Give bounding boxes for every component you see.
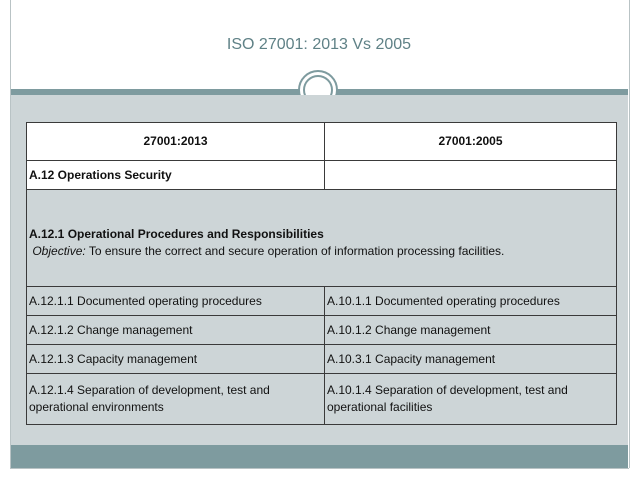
table-row [27,345,617,374]
footer-band [11,445,628,468]
table-row [27,316,617,345]
subsection-title: A.12.1 Operational Procedures and Responsibilities [29,227,324,241]
header-2005: 27001:2005 [325,123,617,161]
subsection-cell [27,190,617,287]
table-header-row [27,123,617,161]
cell-2013: A.12.1.3 Capacity management [27,345,325,374]
table-row [27,287,617,316]
table-row [27,161,617,190]
section-empty-cell [325,161,617,190]
objective-label: Objective: [32,244,86,258]
cell-2013: A.12.1.2 Change management [27,316,325,345]
slide-title: ISO 27001: 2013 Vs 2005 [226,36,412,53]
cell-2013: A.12.1.4 Separation of development, test and operational environments [27,374,325,425]
objective-line [29,243,614,260]
cell-2005: A.10.1.1 Documented operating procedures [325,287,617,316]
section-cell: A.12 Operations Security [27,161,325,190]
objective-text: To ensure the correct and secure operation of information processing facilities. [85,244,505,258]
cell-2013: A.12.1.1 Documented operating procedures [27,287,325,316]
cell-2005: A.10.1.2 Change management [325,316,617,345]
header-2013: 27001:2013 [27,123,325,161]
footer-line [10,468,629,469]
table-row [27,374,617,425]
cell-2005: A.10.1.4 Separation of development, test and operational facilities [325,374,617,425]
comparison-table [26,122,617,425]
table-row [27,190,617,287]
cell-2005: A.10.3.1 Capacity management [325,345,617,374]
